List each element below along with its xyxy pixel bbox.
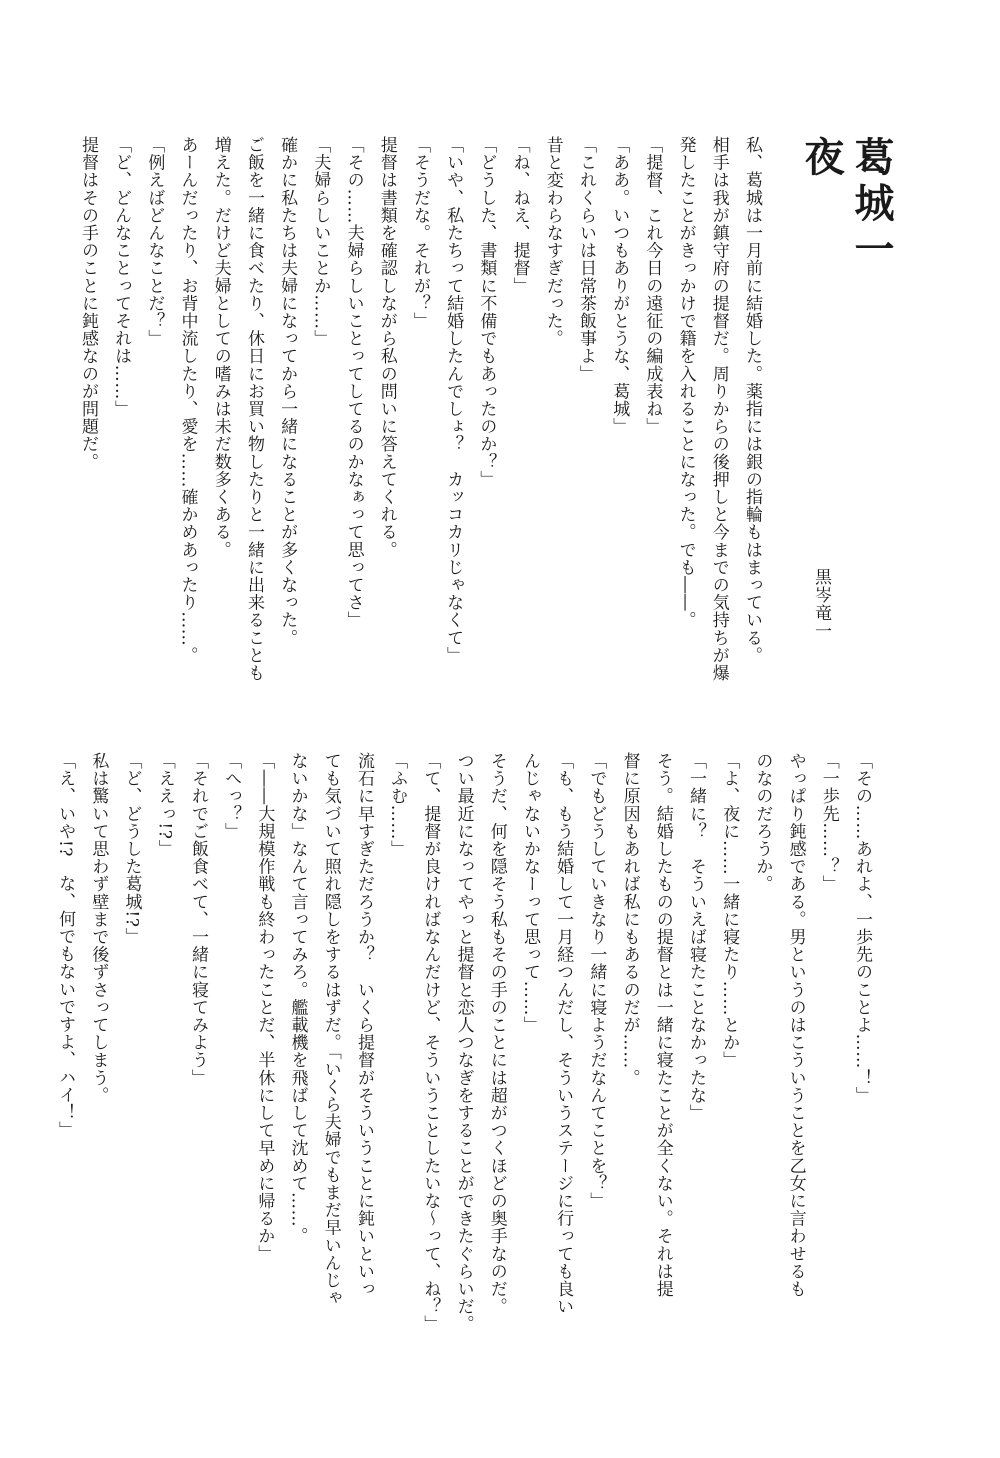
lower-text-block	[55, 752, 878, 1333]
text-line: 増えた。だけど夫婦としての嗜みは未だ数多くある。	[210, 136, 231, 559]
text-line: 流石に早すぎただろうか？ いくら提督がそういうことに鈍いといっ	[353, 752, 374, 1298]
text-line: 私、葛城は一月前に結婚した。薬指には銀の指輪もはまっている。	[742, 136, 762, 664]
text-line: 「よ、夜に……一緒に寝たり……とか」	[719, 752, 740, 1069]
upper-text-block	[77, 136, 768, 692]
text-line: 「て、提督が良ければなんだけど、そういうことしたいな～って、ね？」	[420, 752, 441, 1333]
text-line: 「え、いや!? な、何でもないですよ、ハイ！」	[55, 752, 76, 1139]
text-line: 提督は書類を確認しながら私の問いに答えてくれる。	[376, 136, 397, 559]
text-line: 私は驚いて思わず壁まで後ずさってしまう。	[88, 752, 109, 1104]
text-line: 「――大規模作戦も終わったことだ、半休にして早めに帰るか」	[254, 752, 275, 1263]
text-line: 督に原因もあれば私にもあるのだが……。	[619, 752, 640, 1087]
text-line: 「ど、どんなことってそれは……」	[111, 136, 132, 418]
text-line: そう。結婚したものの提督とは一緒に寝たことが全くない。それは提	[652, 752, 673, 1298]
text-line: 「ね、ねえ、提督」	[509, 136, 530, 295]
text-line: あーんだったり、お背中流したり、愛を……確かめあったり……。	[177, 136, 198, 664]
text-line: 「そうだな。それが？」	[409, 136, 430, 330]
text-line: 「提督、これ今日の遠征の編成表ね」	[642, 136, 663, 436]
text-line: 「一歩先……？」	[818, 752, 839, 893]
text-line: 発したことがきっかけで籍を入れることになった。でも――。	[675, 136, 696, 629]
text-line: 「これくらいは日常茶飯事よ」	[575, 136, 596, 383]
text-line: 確かに私たちは夫婦になってから一緒になることが多くなった。	[277, 136, 298, 647]
text-line: 「それでご飯食べて、一緒に寝てみよう」	[187, 752, 208, 1087]
text-line: んじゃないかなーって思って……」	[519, 752, 540, 1034]
text-line: 「ふむ……」	[387, 752, 408, 858]
text-line: そうだ、何を隠そう私もその手のことには超がつくほどの奥手なのだ。	[486, 752, 507, 1316]
text-line: 「例えばどんなことだ？」	[144, 136, 165, 348]
text-line: 「その……あれよ、一歩先のことよ……！」	[852, 752, 872, 1104]
text-line: 「も、もう結婚して一月経つんだし、そういうステージに行っても良い	[553, 752, 574, 1316]
story-title: 葛城一夜	[798, 136, 895, 274]
text-line: 「いや、私たちって結婚したんでしょ？ カッコカリじゃなくて」	[443, 136, 464, 664]
text-line: 「夫婦らしいことか……」	[310, 136, 331, 348]
text-line: 「その……夫婦らしいことってしてるのかなぁって思ってさ」	[343, 136, 364, 629]
text-line: 相手は我が鎮守府の提督だ。周りからの後押しと今までの気持ちが爆	[708, 136, 729, 682]
author-name: 黒岑竜一	[811, 568, 831, 640]
text-line: 提督はその手のことに鈍感なのが問題だ。	[77, 136, 98, 471]
text-line: ご飯を一緒に食べたり、休日にお買い物したりと一緒に出来ることも	[243, 136, 264, 682]
text-line: のなのだろうか。	[752, 752, 773, 893]
text-line: 「ど、どうした葛城!?」	[121, 752, 142, 946]
text-line: 「ええっ!?」	[154, 752, 175, 858]
text-line: 「ああ。いつもありがとうな、葛城」	[609, 136, 630, 436]
text-line: 「でもどうしていきなり一緒に寝ようだなんてことを？」	[586, 752, 607, 1210]
text-line: やっぱり鈍感である。男というのはこういうことを乙女に言わせるも	[785, 752, 806, 1298]
text-line: ても気づいて照れ隠しをするはずだ。「いくら夫婦でもまだ早いんじゃ	[320, 752, 341, 1307]
text-line: 「どうした、書類に不備でもあったのか？」	[476, 136, 497, 488]
text-line: 「一緒に？ そういえば寝たことなかったな」	[685, 752, 706, 1122]
text-line: 昔と変わらなすぎだった。	[542, 136, 563, 348]
text-line: 「へっ？」	[221, 752, 242, 840]
text-line: つい最近になってやっと提督と恋人つなぎをすることができたぐらいだ。	[453, 752, 474, 1333]
text-line: ないかな」なんて言ってみろ。艦載機を飛ばして沈めて……。	[287, 752, 308, 1245]
